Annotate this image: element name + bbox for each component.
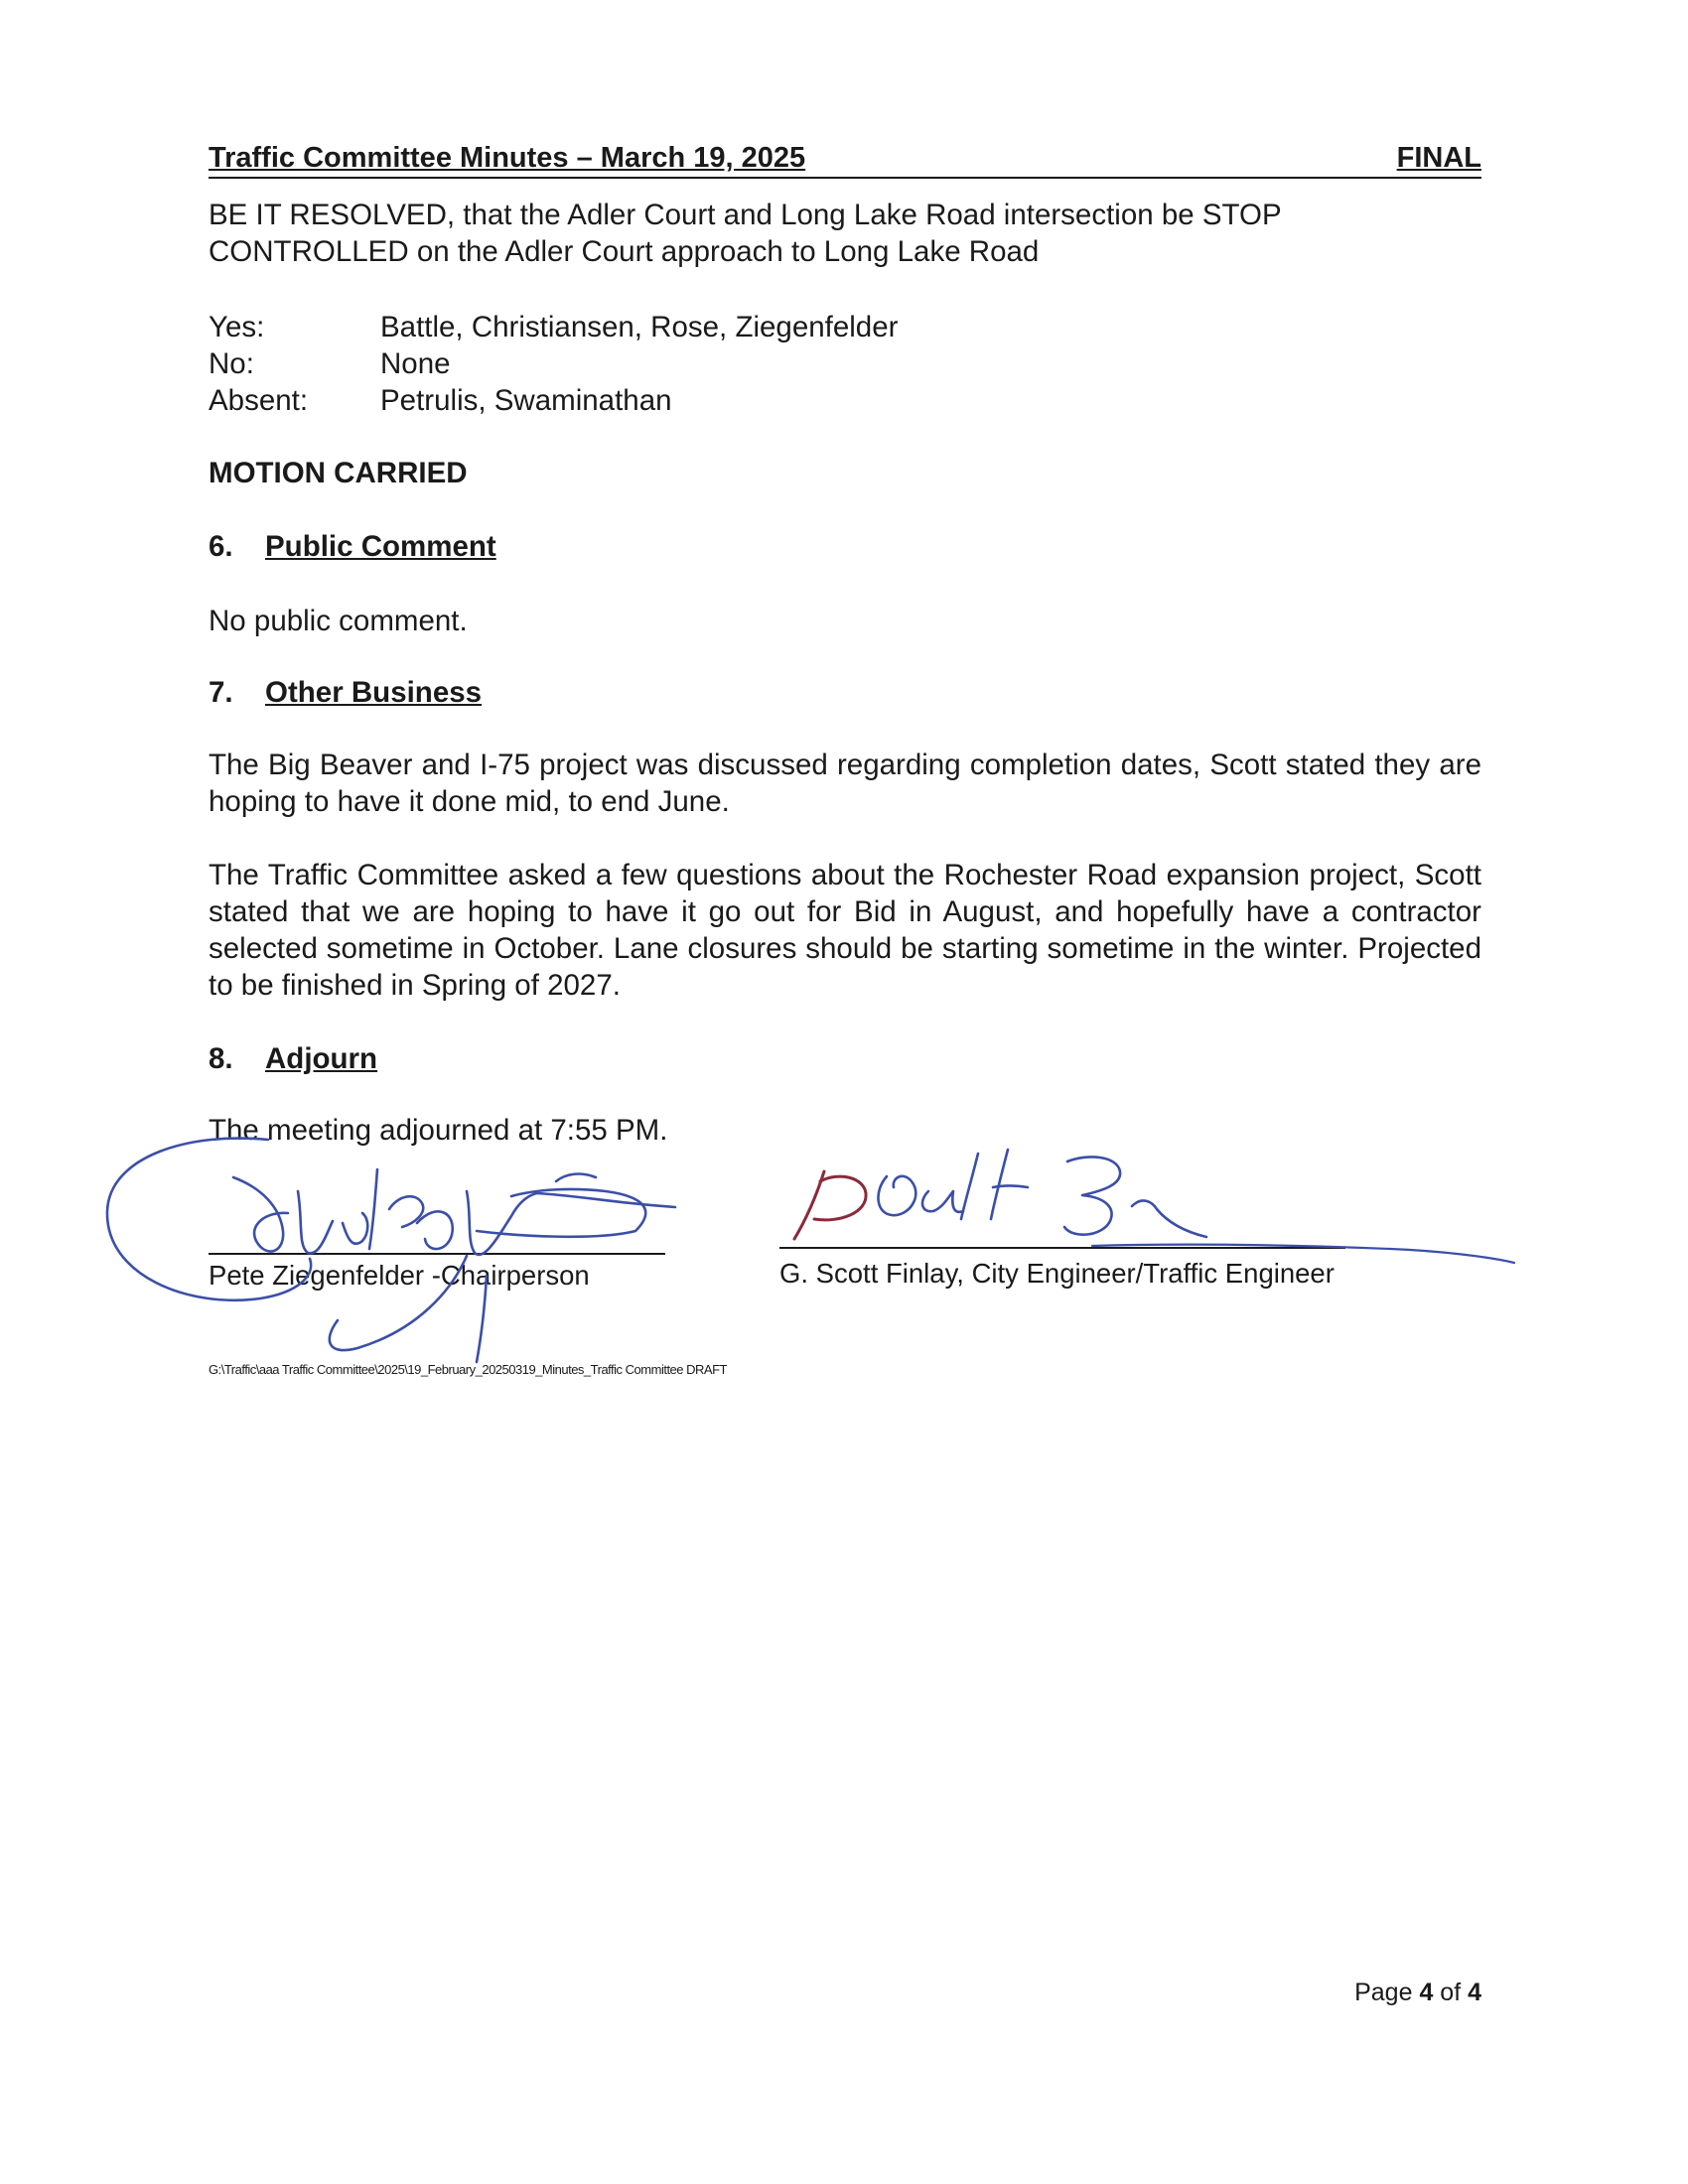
- other-business-paragraph-2: The Traffic Committee asked a few questions about the Rochester Road expansion project, Scott stated that we are hoping to have it go out for Bid in August, and hopefully have a contractor selected sometime in October. Lane closures should be starting sometime in the winter. Projected to be finished in Spring of 2027.: [209, 859, 1481, 1002]
- vote-yes-value: Battle, Christiansen, Rose, Ziegenfelder: [380, 311, 899, 343]
- vote-absent-label: Absent:: [209, 384, 309, 417]
- section-number: 7.: [209, 676, 233, 709]
- motion-result: MOTION CARRIED: [209, 457, 468, 489]
- other-business-paragraph-1: The Big Beaver and I-75 project was discussed regarding completion dates, Scott stated they are hoping to have it done mid, to end June.: [209, 749, 1481, 818]
- adjourn-body: The meeting adjourned at 7:55 PM.: [209, 1114, 668, 1147]
- resolution-text: BE IT RESOLVED, that the Adler Court and Long Lake Road intersection be STOP CONTROLLED on the Adler Court approach to Long Lake Road: [209, 199, 1282, 268]
- vote-no-label: No:: [209, 347, 254, 380]
- signature-chairperson: [107, 1139, 675, 1362]
- document-status: FINAL: [1396, 142, 1481, 174]
- document-file-path: G:\Traffic\aaa Traffic Committee\2025\19_February_20250319_Minutes_Traffic Committee DRAFT: [209, 1362, 727, 1377]
- section-title: Public Comment: [265, 530, 496, 563]
- section-heading-other-business: [209, 676, 482, 710]
- section-title: Other Business: [265, 676, 483, 709]
- signature-line-right: [779, 1247, 1345, 1249]
- page-number: [1354, 1979, 1481, 2007]
- section-title: Adjourn: [265, 1042, 378, 1075]
- signature-label-chairperson: Pete Ziegenfelder -Chairperson: [209, 1260, 590, 1291]
- vote-no-value: None: [380, 347, 451, 380]
- page-title: Traffic Committee Minutes – March 19, 2025: [209, 142, 806, 174]
- public-comment-body: No public comment.: [209, 605, 468, 637]
- signature-engineer: [794, 1150, 1514, 1263]
- vote-absent-value: Petrulis, Swaminathan: [380, 384, 672, 417]
- signature-line-left: [209, 1253, 665, 1255]
- signature-label-engineer: G. Scott Finlay, City Engineer/Traffic Engineer: [779, 1258, 1335, 1289]
- section-heading-public-comment: [209, 530, 496, 564]
- page-current: 4: [1419, 1979, 1434, 2006]
- page-header: [209, 139, 1481, 179]
- vote-yes-label: Yes:: [209, 311, 265, 343]
- section-heading-adjourn: [209, 1042, 377, 1076]
- section-number: 8.: [209, 1042, 233, 1075]
- page-of: of: [1433, 1979, 1469, 2006]
- section-number: 6.: [209, 530, 233, 563]
- page-prefix: Page: [1354, 1979, 1420, 2006]
- page-total: 4: [1468, 1979, 1481, 2006]
